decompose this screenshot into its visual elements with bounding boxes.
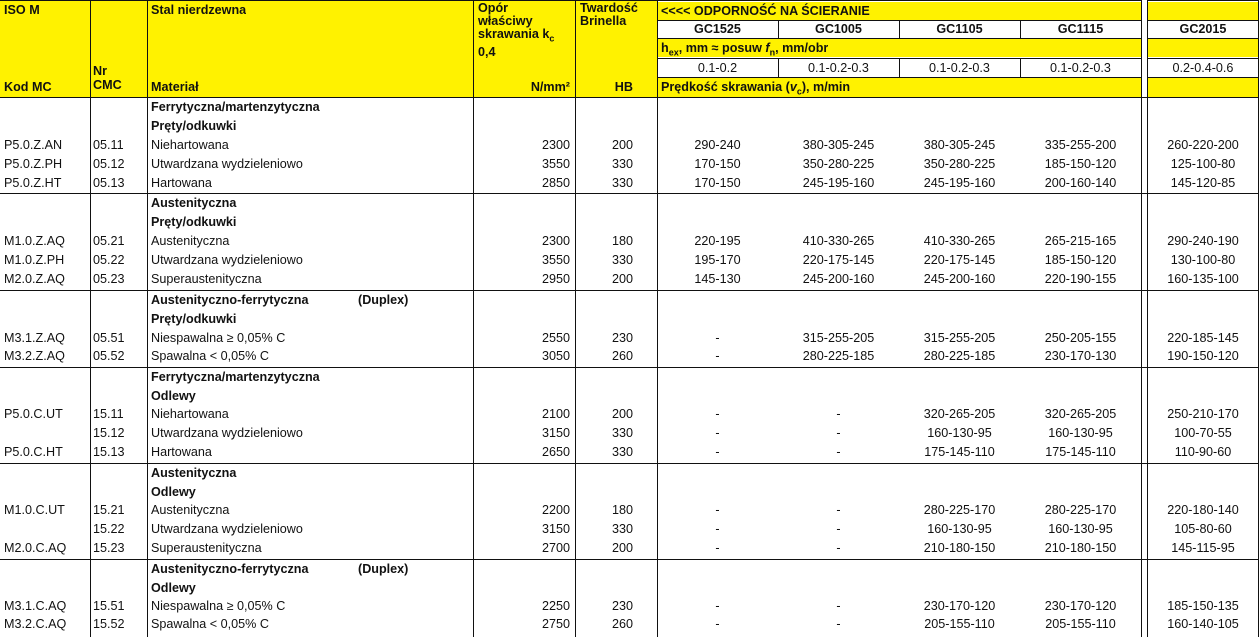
cell-kc: 2200 bbox=[541, 503, 570, 517]
cell-material: Hartowana bbox=[151, 445, 212, 459]
table-row bbox=[0, 251, 1259, 269]
cell-gc1115: 210-180-150 bbox=[1044, 541, 1117, 555]
header-kc-unit: N/mm² bbox=[530, 80, 570, 94]
cell-kod: M2.0.Z.AQ bbox=[4, 272, 65, 286]
cell-kod: M1.0.C.UT bbox=[4, 503, 65, 517]
table-row bbox=[0, 615, 1259, 633]
cell-kc: 2950 bbox=[541, 272, 570, 286]
cell-material: Utwardzana wydzieleniowo bbox=[151, 426, 303, 440]
cell-cmc: 15.13 bbox=[93, 445, 125, 459]
cell-gc1525: - bbox=[715, 331, 720, 345]
table-row bbox=[0, 136, 1259, 154]
section-subtitle-row bbox=[0, 310, 1259, 328]
header-feed-5: 0.2-0.4-0.6 bbox=[1172, 61, 1234, 75]
cell-material: Spawalna < 0,05% C bbox=[151, 349, 269, 363]
cell-kod: P5.0.Z.PH bbox=[4, 157, 63, 171]
cell-hb: 260 bbox=[611, 349, 633, 363]
cell-gc1525: 195-170 bbox=[694, 253, 741, 267]
header-cmc: CMC bbox=[93, 78, 122, 92]
cell-gc1525: - bbox=[715, 445, 720, 459]
cell-gc1525: - bbox=[715, 503, 720, 517]
cell-gc1115: 250-205-155 bbox=[1044, 331, 1117, 345]
cell-kc: 2100 bbox=[541, 407, 570, 421]
cell-gc1525: - bbox=[715, 349, 720, 363]
table-row bbox=[0, 501, 1259, 519]
cell-gc1005: - bbox=[836, 445, 841, 459]
cell-gc1525: - bbox=[715, 522, 720, 536]
header-speed-v-sub: c bbox=[796, 86, 802, 97]
cell-material: Superaustenityczna bbox=[151, 541, 262, 555]
cell-cmc: 15.22 bbox=[93, 522, 125, 536]
cell-gc2015: 105-80-60 bbox=[1174, 522, 1232, 536]
cell-gc1105: 175-145-110 bbox=[924, 445, 995, 459]
cell-gc1525: - bbox=[715, 599, 720, 613]
cell-gc1115: 335-255-200 bbox=[1044, 138, 1117, 152]
section-subtitle: Pręty/odkuwki bbox=[151, 215, 237, 229]
header-kc-line3-text: skrawania k bbox=[478, 27, 550, 41]
section-title: Austenityczno-ferrytyczna bbox=[151, 562, 309, 576]
cell-cmc: 15.11 bbox=[93, 407, 124, 421]
header-feed-h-sub: ex bbox=[668, 47, 679, 58]
cell-cmc: 15.52 bbox=[93, 617, 125, 631]
cell-kc: 2300 bbox=[541, 234, 570, 248]
cell-gc1525: - bbox=[715, 426, 720, 440]
cell-gc1115: 160-130-95 bbox=[1048, 426, 1113, 440]
header-feed-h: h bbox=[661, 41, 669, 55]
cell-material: Austenityczna bbox=[151, 234, 230, 248]
cell-gc1525: - bbox=[715, 541, 720, 555]
section-subtitle-row bbox=[0, 387, 1259, 405]
section-title-row bbox=[0, 291, 1259, 309]
cell-hb: 330 bbox=[611, 157, 633, 171]
cell-cmc: 05.23 bbox=[93, 272, 125, 286]
cell-gc2015: 220-185-145 bbox=[1167, 331, 1239, 345]
cell-gc2015: 145-115-95 bbox=[1171, 541, 1235, 555]
header-feed-2: 0.1-0.2-0.3 bbox=[808, 61, 869, 75]
cell-gc1115: 200-160-140 bbox=[1044, 176, 1117, 190]
table-row bbox=[0, 270, 1259, 288]
cell-gc2015: 250-210-170 bbox=[1167, 407, 1239, 421]
section-subtitle: Pręty/odkuwki bbox=[151, 119, 237, 133]
cell-hb: 180 bbox=[611, 234, 633, 248]
header-line-feeds-2 bbox=[1147, 77, 1259, 78]
section-subtitle-row bbox=[0, 483, 1259, 501]
cell-gc1105: 380-305-245 bbox=[923, 138, 996, 152]
header-kc-line4: 0,4 bbox=[478, 44, 496, 59]
cell-hb: 330 bbox=[611, 445, 633, 459]
header-feed-4: 0.1-0.2-0.3 bbox=[1050, 61, 1111, 75]
section-ferrytyczna-preciki bbox=[0, 97, 1259, 193]
cell-gc2015: 160-140-105 bbox=[1167, 617, 1239, 631]
header-iso: ISO M bbox=[4, 3, 40, 17]
cell-cmc: 05.11 bbox=[93, 138, 124, 152]
cell-material: Utwardzana wydzieleniowo bbox=[151, 522, 303, 536]
cell-gc2015: 110-90-60 bbox=[1174, 445, 1232, 459]
cell-gc1525: 290-240 bbox=[694, 138, 741, 152]
cell-material: Niespawalna ≥ 0,05% C bbox=[151, 331, 286, 345]
cell-kod: P5.0.Z.HT bbox=[4, 176, 62, 190]
section-subtitle-row bbox=[0, 117, 1259, 135]
header-speed-pre: Prędkość skrawania ( bbox=[661, 80, 790, 94]
cell-gc1105: 160-130-95 bbox=[927, 426, 992, 440]
table-row bbox=[0, 155, 1259, 173]
header-fill-resistance-2 bbox=[1147, 2, 1259, 20]
cell-gc1005: 245-200-160 bbox=[802, 272, 875, 286]
cell-gc1005: 315-255-205 bbox=[802, 331, 875, 345]
header-grade-2: GC1005 bbox=[815, 22, 862, 36]
table-row bbox=[0, 539, 1259, 557]
cell-gc1005: - bbox=[836, 522, 841, 536]
cell-gc1525: 170-150 bbox=[694, 176, 741, 190]
section-subtitle: Pręty/odkuwki bbox=[151, 312, 237, 326]
cell-material: Superaustenityczna bbox=[151, 272, 262, 286]
cell-gc1115: 185-150-120 bbox=[1044, 157, 1117, 171]
header-feed-f-sub: n bbox=[769, 47, 776, 58]
header-top-line-2 bbox=[1147, 0, 1259, 1]
cell-gc1005: - bbox=[836, 503, 841, 517]
header-feed-end: , mm/obr bbox=[775, 41, 829, 55]
cell-material: Utwardzana wydzieleniowo bbox=[151, 157, 303, 171]
cell-gc1005: 280-225-185 bbox=[802, 349, 875, 363]
cell-hb: 200 bbox=[611, 407, 633, 421]
header-feed-3: 0.1-0.2-0.3 bbox=[929, 61, 990, 75]
section-subtitle-row bbox=[0, 579, 1259, 597]
header-grade-3: GC1105 bbox=[936, 22, 983, 36]
cell-gc1005: - bbox=[836, 426, 841, 440]
cell-gc2015: 160-135-100 bbox=[1167, 272, 1239, 286]
cell-cmc: 15.23 bbox=[93, 541, 125, 555]
table-row bbox=[0, 347, 1259, 365]
section-subtitle: Odlewy bbox=[151, 485, 196, 499]
cell-gc1005: 410-330-265 bbox=[802, 234, 875, 248]
cell-cmc: 15.51 bbox=[93, 599, 125, 613]
cell-gc2015: 100-70-55 bbox=[1174, 426, 1232, 440]
section-title: Austenityczna bbox=[151, 466, 237, 480]
cell-cmc: 15.21 bbox=[93, 503, 125, 517]
section-subtitle: Odlewy bbox=[151, 581, 196, 595]
cell-kc: 3050 bbox=[541, 349, 570, 363]
table-row bbox=[0, 232, 1259, 250]
cell-kc: 2850 bbox=[541, 176, 570, 190]
cell-gc1115: 320-265-205 bbox=[1044, 407, 1117, 421]
cell-material: Niehartowana bbox=[151, 407, 229, 421]
cell-gc2015: 145-120-85 bbox=[1170, 176, 1236, 190]
header-material-group: Stal nierdzewna bbox=[151, 3, 247, 17]
header-kc-line2: właściwy bbox=[478, 14, 533, 28]
cell-kod: P5.0.C.HT bbox=[4, 445, 63, 459]
cell-material: Utwardzana wydzieleniowo bbox=[151, 253, 303, 267]
cell-kod: M3.1.Z.AQ bbox=[4, 331, 65, 345]
header-top-line bbox=[0, 0, 1141, 1]
table-row bbox=[0, 443, 1259, 461]
cell-kod: P5.0.C.UT bbox=[4, 407, 63, 421]
table-row bbox=[0, 520, 1259, 538]
cell-cmc: 05.21 bbox=[93, 234, 125, 248]
cell-gc1105: 230-170-120 bbox=[923, 599, 996, 613]
section-title: Ferrytyczna/martenzytyczna bbox=[151, 370, 320, 384]
cell-hb: 330 bbox=[611, 522, 633, 536]
table-row bbox=[0, 424, 1259, 442]
cell-gc1105: 280-225-170 bbox=[923, 503, 996, 517]
cell-kc: 3150 bbox=[541, 522, 570, 536]
cell-cmc: 05.51 bbox=[93, 331, 125, 345]
section-ferrytyczna-odlewy bbox=[0, 367, 1259, 463]
cell-gc1115: 205-155-110 bbox=[1045, 617, 1116, 631]
cell-kc: 3150 bbox=[541, 426, 570, 440]
cell-gc1115: 230-170-130 bbox=[1044, 349, 1117, 363]
cell-gc1005: - bbox=[836, 617, 841, 631]
header-feed-mid: , mm ≈ posuw bbox=[678, 41, 766, 55]
cell-cmc: 05.22 bbox=[93, 253, 125, 267]
cell-hb: 200 bbox=[611, 272, 633, 286]
cell-gc1105: 320-265-205 bbox=[923, 407, 996, 421]
cell-gc1105: 245-200-160 bbox=[923, 272, 996, 286]
cell-cmc: 15.12 bbox=[93, 426, 125, 440]
cell-gc1525: - bbox=[715, 617, 720, 631]
section-duplex-preciki bbox=[0, 290, 1259, 367]
cell-gc2015: 260-220-200 bbox=[1167, 138, 1239, 152]
header-hb-title bbox=[580, 2, 638, 28]
cell-gc1005: 350-280-225 bbox=[802, 157, 875, 171]
cell-kc: 3550 bbox=[541, 157, 570, 171]
cell-hb: 200 bbox=[611, 138, 633, 152]
header-material: Materiał bbox=[151, 80, 199, 94]
section-title: Austenityczna bbox=[151, 196, 237, 210]
cell-gc1525: 145-130 bbox=[694, 272, 741, 286]
header-speed-v: v bbox=[789, 80, 797, 94]
header-speed-end: ), m/min bbox=[801, 80, 851, 94]
header-nr: Nr bbox=[93, 64, 107, 78]
header-feed-1: 0.1-0.2 bbox=[697, 61, 738, 75]
header-kc-line1: Opór bbox=[478, 2, 509, 15]
cell-gc1105: 220-175-145 bbox=[923, 253, 996, 267]
cell-cmc: 05.13 bbox=[93, 176, 125, 190]
cell-kc: 2700 bbox=[541, 541, 570, 555]
header-nr-cmc bbox=[93, 64, 122, 92]
cell-gc1115: 230-170-120 bbox=[1044, 599, 1117, 613]
cell-kod: M2.0.C.AQ bbox=[4, 541, 67, 555]
section-title: Ferrytyczna/martenzytyczna bbox=[151, 100, 320, 114]
header-hb-line2: Brinella bbox=[580, 14, 627, 28]
cell-gc1115: 280-225-170 bbox=[1044, 503, 1117, 517]
cell-kc: 2550 bbox=[541, 331, 570, 345]
section-title-row bbox=[0, 194, 1259, 212]
cell-gc1525: 170-150 bbox=[694, 157, 741, 171]
header-fill-speed-2 bbox=[1147, 78, 1259, 97]
cell-gc1115: 175-145-110 bbox=[1045, 445, 1116, 459]
cell-gc1115: 265-215-165 bbox=[1044, 234, 1117, 248]
section-title-row bbox=[0, 98, 1259, 116]
header-kc-title bbox=[478, 2, 554, 59]
cell-gc2015: 125-100-80 bbox=[1170, 157, 1236, 171]
cell-gc1105: 245-195-160 bbox=[923, 176, 996, 190]
section-title-row bbox=[0, 464, 1259, 482]
table-row bbox=[0, 329, 1259, 347]
cell-gc1105: 210-180-150 bbox=[923, 541, 996, 555]
section-title: Austenityczno-ferrytyczna bbox=[151, 293, 309, 307]
cell-gc1005: - bbox=[836, 541, 841, 555]
cell-gc1525: 220-195 bbox=[694, 234, 741, 248]
section-title-row bbox=[0, 368, 1259, 386]
cell-gc1005: - bbox=[836, 407, 841, 421]
cell-gc1525: - bbox=[715, 407, 720, 421]
section-subtitle-row bbox=[0, 213, 1259, 231]
cell-kc: 2250 bbox=[541, 599, 570, 613]
section-subtitle: Odlewy bbox=[151, 389, 196, 403]
cell-gc1005: 380-305-245 bbox=[802, 138, 875, 152]
cell-kod: M1.0.Z.PH bbox=[4, 253, 65, 267]
cell-gc2015: 290-240-190 bbox=[1167, 234, 1239, 248]
cell-gc1105: 160-130-95 bbox=[927, 522, 992, 536]
cell-gc1105: 280-225-185 bbox=[923, 349, 996, 363]
cell-cmc: 05.12 bbox=[93, 157, 125, 171]
cell-hb: 230 bbox=[611, 599, 633, 613]
header-fill-feed-2 bbox=[1147, 39, 1259, 57]
cell-hb: 180 bbox=[611, 503, 633, 517]
cell-hb: 330 bbox=[611, 253, 633, 267]
section-title-extra: (Duplex) bbox=[358, 562, 409, 576]
header-feed-label bbox=[661, 40, 828, 61]
header-line-grades-2 bbox=[1147, 38, 1259, 39]
cell-hb: 330 bbox=[611, 176, 633, 190]
cell-kc: 2750 bbox=[541, 617, 570, 631]
cell-kod: P5.0.Z.AN bbox=[4, 138, 63, 152]
cell-gc2015: 130-100-80 bbox=[1170, 253, 1236, 267]
cell-gc1115: 185-150-120 bbox=[1044, 253, 1117, 267]
header-grade-5: GC2015 bbox=[1179, 22, 1227, 36]
cell-gc1105: 410-330-265 bbox=[923, 234, 996, 248]
header-kc-sub: c bbox=[549, 33, 555, 44]
cell-kc: 3550 bbox=[541, 253, 570, 267]
cell-hb: 200 bbox=[611, 541, 633, 555]
header-kod: Kod MC bbox=[4, 80, 52, 94]
cell-kod: M3.1.C.AQ bbox=[4, 599, 67, 613]
cell-gc1105: 205-155-110 bbox=[924, 617, 995, 631]
cell-hb: 230 bbox=[611, 331, 633, 345]
header-grade-1: GC1525 bbox=[694, 22, 741, 36]
cell-gc1005: 245-195-160 bbox=[802, 176, 875, 190]
section-duplex-odlewy bbox=[0, 559, 1259, 637]
cell-gc1105: 350-280-225 bbox=[923, 157, 996, 171]
cell-material: Niespawalna ≥ 0,05% C bbox=[151, 599, 286, 613]
cell-material: Austenityczna bbox=[151, 503, 230, 517]
cell-material: Niehartowana bbox=[151, 138, 229, 152]
cell-gc1115: 160-130-95 bbox=[1048, 522, 1113, 536]
section-title-extra: (Duplex) bbox=[358, 293, 409, 307]
cell-material: Hartowana bbox=[151, 176, 212, 190]
cell-kc: 2300 bbox=[541, 138, 570, 152]
cell-kc: 2650 bbox=[541, 445, 570, 459]
section-austenityczna-preciki bbox=[0, 193, 1259, 290]
cell-cmc: 05.52 bbox=[93, 349, 125, 363]
table-row bbox=[0, 405, 1259, 423]
header-feed-f: f bbox=[765, 41, 770, 55]
cell-gc1005: - bbox=[836, 599, 841, 613]
header-resistance: <<<< ODPORNOŚĆ NA ŚCIERANIE bbox=[661, 4, 870, 18]
cell-hb: 260 bbox=[611, 617, 633, 631]
header-hb-unit: HB bbox=[614, 80, 633, 94]
header-kc-line3 bbox=[478, 28, 554, 46]
cell-gc2015: 220-180-140 bbox=[1167, 503, 1239, 517]
section-title-row bbox=[0, 560, 1259, 578]
cell-gc2015: 185-150-135 bbox=[1167, 599, 1239, 613]
cell-gc2015: 190-150-120 bbox=[1167, 349, 1239, 363]
cell-hb: 330 bbox=[611, 426, 633, 440]
cell-gc1115: 220-190-155 bbox=[1044, 272, 1117, 286]
cell-kod: M3.2.Z.AQ bbox=[4, 349, 65, 363]
cell-gc1105: 315-255-205 bbox=[923, 331, 996, 345]
cell-material: Spawalna < 0,05% C bbox=[151, 617, 269, 631]
section-austenityczna-odlewy bbox=[0, 463, 1259, 559]
cell-gc1005: 220-175-145 bbox=[802, 253, 875, 267]
header-hb-line1: Twardość bbox=[580, 2, 638, 15]
header-grade-4: GC1115 bbox=[1057, 22, 1104, 36]
cell-kod: M3.2.C.AQ bbox=[4, 617, 67, 631]
table-row bbox=[0, 174, 1259, 192]
table-row bbox=[0, 597, 1259, 615]
cell-kod: M1.0.Z.AQ bbox=[4, 234, 65, 248]
